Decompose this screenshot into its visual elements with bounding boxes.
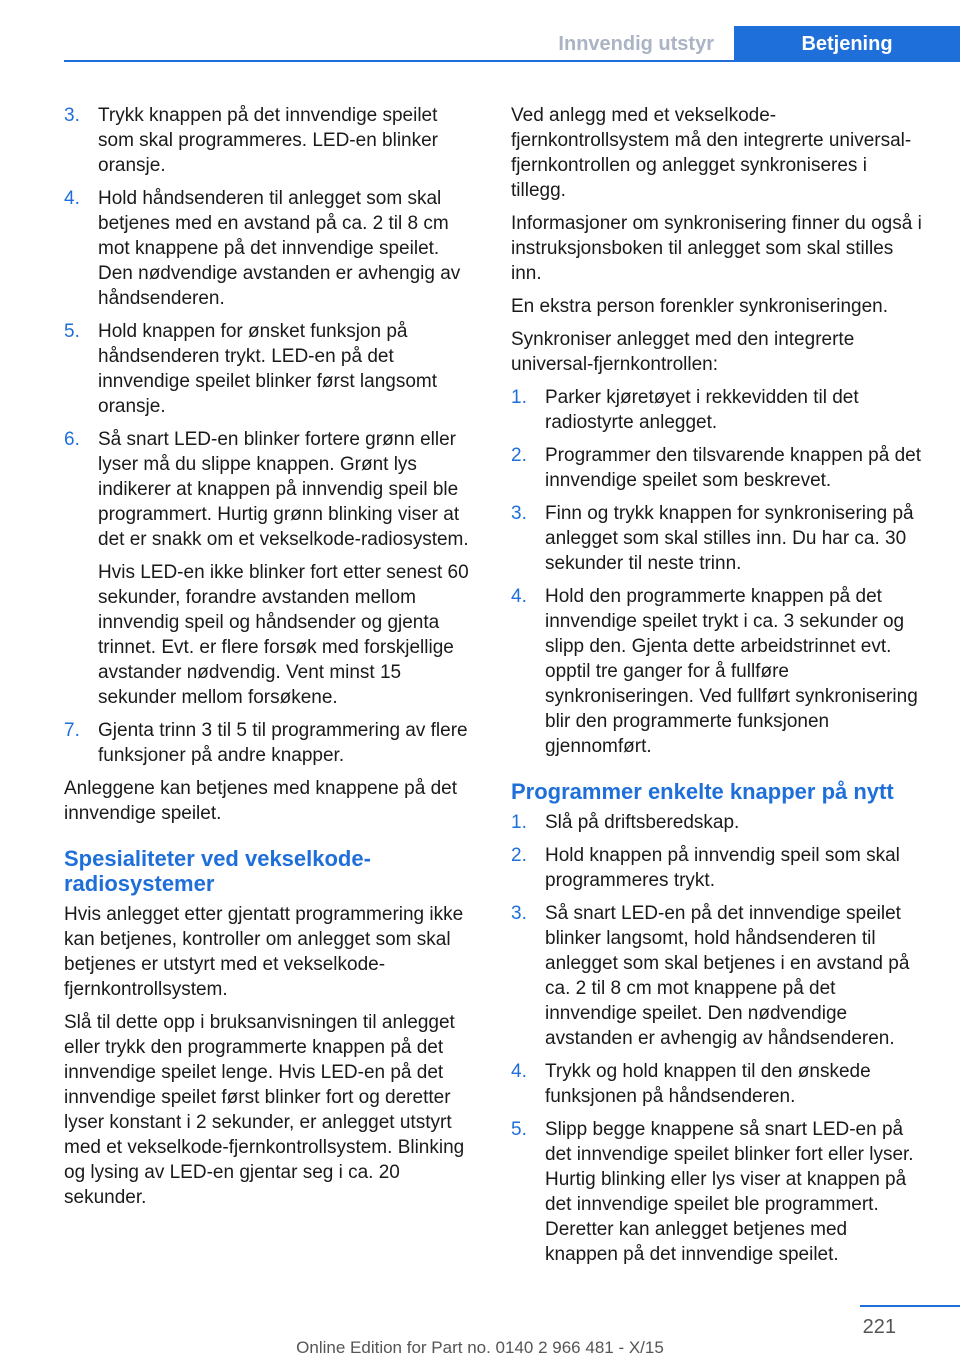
item-text: Finn og trykk knappen for synkronisering på anlegget som skal stilles inn. Du har ca. 30 sekunder til neste trinn. [545, 503, 914, 574]
item-number: 4. [511, 586, 527, 607]
paragraph: Slå til dette opp i bruksanvisningen til anlegget eller trykk den programmerte knappen på det innvendige speilet lenge. Hvis LED-en på det innvendige speilet først blinker fort og deretter lyser konstant i 2 sekunder, er anlegget utstyrt med et vekselkode-fjernkontrollsystem. Blinking og lysing av LED-en gjentar seg i ca. 20 sekunder. [64, 1012, 465, 1208]
item-text: Hold håndsenderen til anlegget som skal betjenes med en avstand på ca. 2 til 8 cm mot knappene på det innvendige speilet. Den nødvendige avstanden er avhengig av håndsenderen. [98, 188, 461, 309]
paragraph: Hvis anlegget etter gjentatt programmering ikke kan betjenes, kontroller om anlegget som skal betjenes er utstyrt med et vekselkode-fjernkontrollsystem. [64, 904, 464, 1000]
active-chapter-tab: Betjening [734, 26, 960, 62]
item-text: Så snart LED-en på det innvendige speilet blinker langsomt, hold håndsenderen til anlegget som skal betjenes i en avstand på ca. 2 til 8 cm mot knappene på det innvendige speilet. Den nødvendige avstanden er avhengig av håndsenderen. [545, 903, 910, 1049]
item-number: 5. [511, 1119, 527, 1140]
item-number: 1. [511, 812, 527, 833]
paragraph: Synkroniser anlegget med den integrerte universal-fjernkontrollen: [511, 329, 855, 375]
item-text: Trykk og hold knappen til den ønskede funksjonen på håndsenderen. [545, 1061, 871, 1107]
edition-line: Online Edition for Part no. 0140 2 966 481 - X/15 [296, 1338, 664, 1357]
list-item [64, 103, 476, 178]
right-column [511, 103, 923, 1275]
item-text: Programmer den tilsvarende knappen på det innvendige speilet som beskrevet. [545, 445, 922, 491]
item-text: Slipp begge knappene så snart LED-en på det innvendige speilet blinker fort eller lyser. Hurtig blinking eller lys viser at knappen på det innvendige speilet ble programmert. Deretter kan anlegget betjenes med knappen på det innvendige speilet. [545, 1119, 914, 1265]
item-text: Slå på driftsberedskap. [545, 812, 740, 833]
section-heading: Programmer enkelte knapper på nytt [511, 779, 894, 804]
paragraph: Anleggene kan betjenes med knappene på det innvendige speilet. [64, 778, 457, 824]
list-item [511, 843, 923, 893]
page-header [0, 0, 960, 62]
item-text: Hold knappen på innvendig speil som skal programmeres trykt. [545, 845, 900, 891]
list-item [511, 501, 923, 576]
item-text: Hold den programmerte knappen på det innvendige speilet trykt i ca. 3 sekunder og slipp den. Gjenta dette arbeidstrinnet evt. opptil tre ganger for å fullføre synkroniseringen. Ved fullført synkronisering blir den programmerte funksjonen gjennomført. [545, 586, 918, 757]
item-note: Hvis LED-en ikke blinker fort etter senest 60 sekunder, forandre avstanden mellom innvendig speil og håndsender og gjenta trinnet. Evt. er flere forsøk med forskjellige avstander nødvendig. Vent minst 15 sekunder mellom forsøkene. [98, 562, 469, 708]
item-number: 4. [511, 1061, 527, 1082]
list-item [64, 718, 476, 768]
list-item [511, 1117, 923, 1267]
item-text: Gjenta trinn 3 til 5 til programmering av flere funksjoner på andre knapper. [98, 720, 468, 766]
list-item [511, 584, 923, 759]
list-item [64, 427, 476, 710]
paragraph: Informasjoner om synkronisering finner du også i instruksjonsboken til anlegget som skal stilles inn. [511, 213, 922, 284]
section-heading: Spesialiteter ved vekselkode-radiosystemer [64, 846, 371, 896]
item-number: 2. [511, 845, 527, 866]
item-number: 2. [511, 445, 527, 466]
item-number: 1. [511, 387, 527, 408]
item-number: 6. [64, 429, 80, 450]
section-tab: Innvendig utstyr [558, 33, 714, 55]
list-item [511, 385, 923, 435]
item-number: 3. [511, 503, 527, 524]
list-item [64, 319, 476, 419]
item-text: Hold knappen for ønsket funksjon på håndsenderen trykt. LED-en på det innvendige speilet blinker først langsomt oransje. [98, 321, 438, 417]
list-item [511, 1059, 923, 1109]
footer-rule [860, 1305, 960, 1307]
left-column [64, 103, 476, 1218]
item-number: 3. [511, 903, 527, 924]
item-number: 5. [64, 321, 80, 342]
paragraph: Ved anlegg med et vekselkode-fjernkontrollsystem må den integrerte universal-fjernkontrollen og anlegget synkroniseres i tillegg. [511, 105, 912, 201]
header-rule [64, 60, 960, 62]
item-number: 3. [64, 105, 80, 126]
list-item [511, 443, 923, 493]
page-number: 221 [862, 1316, 896, 1338]
list-item [511, 901, 923, 1051]
item-text: Så snart LED-en blinker fortere grønn eller lyser må du slippe knappen. Grønt lys indikerer at knappen på innvendig speil ble programmert. Hurtig grønn blinking viser at det er snakk om et vekselkode-radiosystem. [98, 429, 469, 550]
item-number: 4. [64, 188, 80, 209]
item-text: Parker kjøretøyet i rekkevidden til det radiostyrte anlegget. [545, 387, 859, 433]
item-text: Trykk knappen på det innvendige speilet som skal programmeres. LED-en blinker oransje. [98, 105, 439, 176]
list-item [511, 810, 923, 835]
item-number: 7. [64, 720, 80, 741]
paragraph: En ekstra person forenkler synkroniseringen. [511, 296, 889, 317]
list-item [64, 186, 476, 311]
